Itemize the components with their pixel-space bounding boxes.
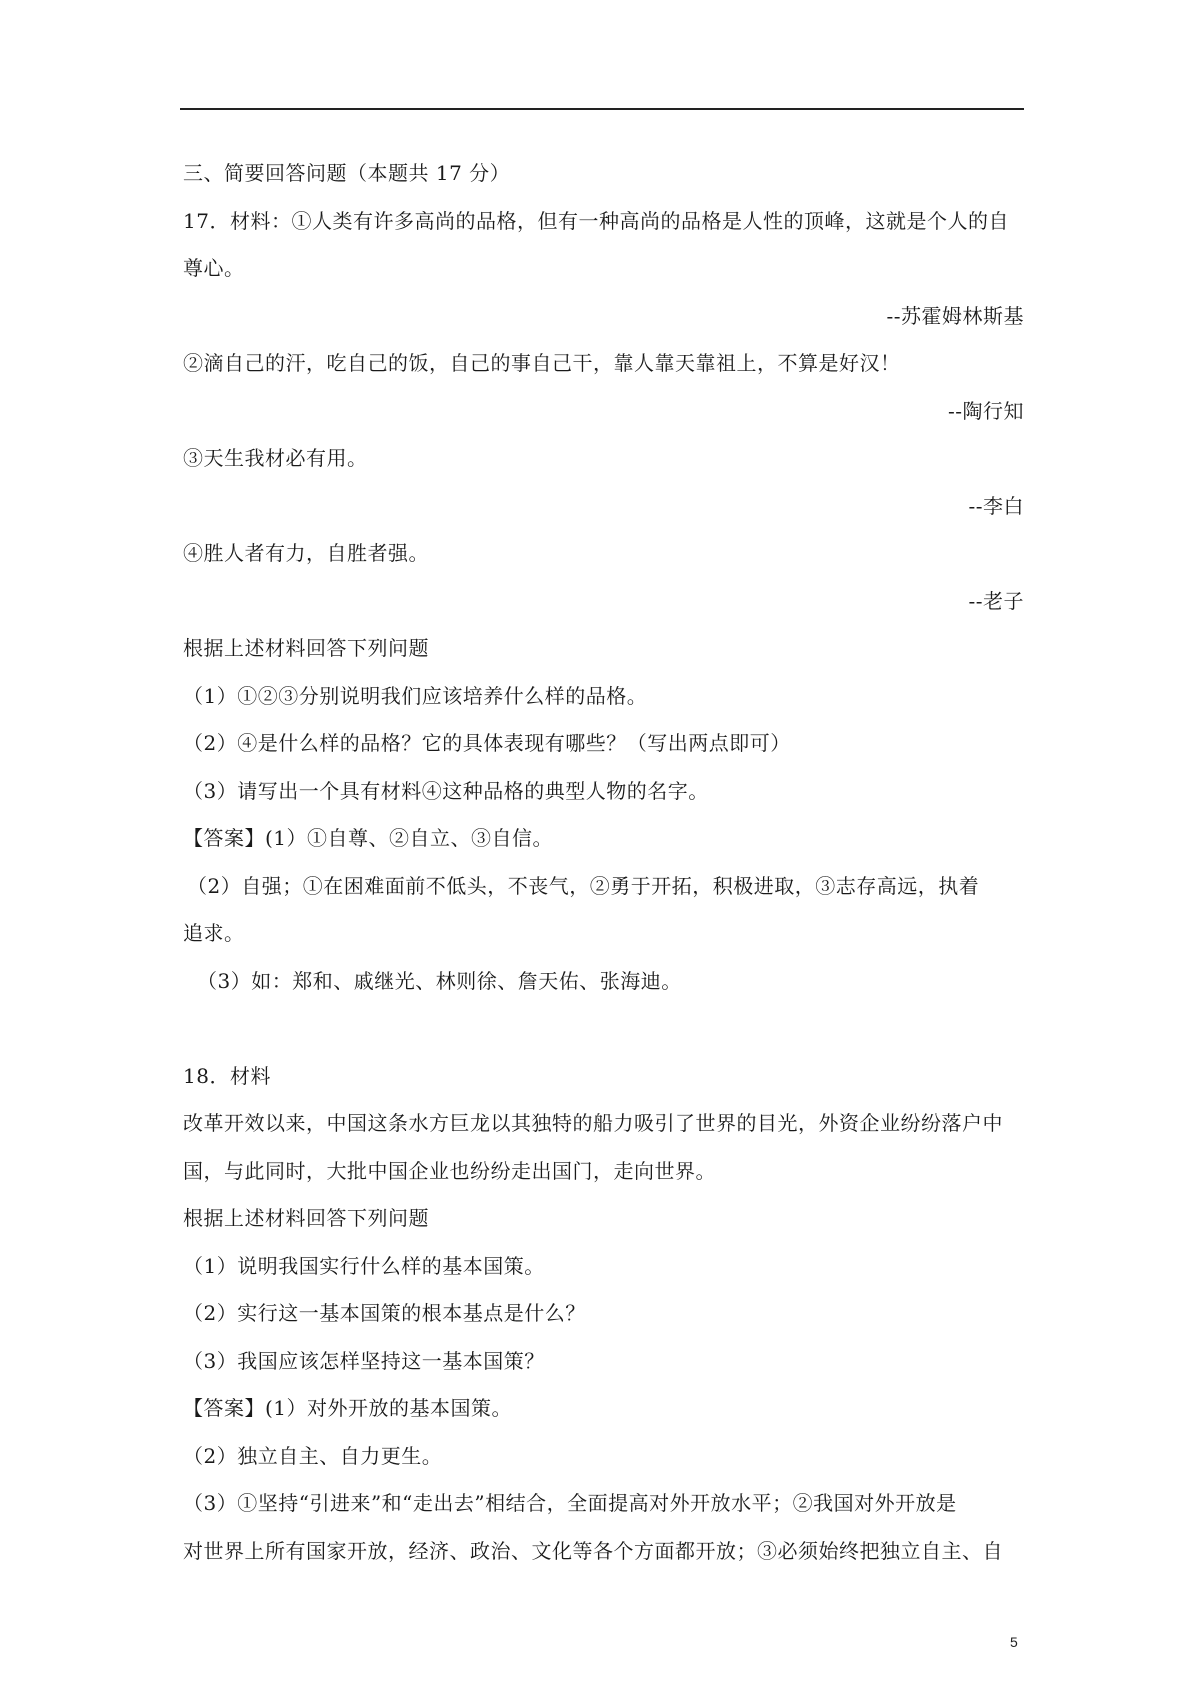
q18-sub-question-1: （1）说明我国实行什么样的基本国策。 — [183, 1253, 545, 1278]
q18-answer-3-cont: 对世界上所有国家开放，经济、政治、文化等各个方面都开放；③必须始终把独立自主、自 — [183, 1538, 1003, 1563]
page-content — [183, 150, 1024, 1575]
q17-intro: 17．材料：①人类有许多高尚的品格，但有一种高尚的品格是人性的顶峰，这就是个人的自 — [183, 208, 1009, 233]
q18-answer-2: （2）独立自主、自力更生。 — [183, 1443, 443, 1468]
q18-material-2: 国，与此同时，大批中国企业也纷纷走出国门，走向世界。 — [183, 1158, 716, 1183]
header-rule — [180, 108, 1024, 110]
q18-answer-3: （3）①坚持“引进来”和“走出去”相结合，全面提高对外开放水平；②我国对外开放是 — [183, 1491, 957, 1515]
q17-quote-4: ④胜人者有力，自胜者强。 — [183, 541, 429, 565]
q17-sub-question-2: （2）④是什么样的品格？它的具体表现有哪些？（写出两点即可） — [183, 731, 791, 755]
q17-sub-question-1: （1）①②③分别说明我们应该培养什么样的品格。 — [183, 683, 648, 708]
section-title: 三、简要回答问题（本题共 17 分） — [183, 161, 511, 185]
q17-attribution-3: --李白 — [968, 493, 1024, 518]
q17-quote-2: ②滴自己的汗，吃自己的饭，自己的事自己干，靠人靠天靠祖上，不算是好汉！ — [183, 351, 901, 375]
q17-sub-question-3: （3）请写出一个具有材料④这种品格的典型人物的名字。 — [183, 778, 709, 803]
q17-quote-3: ③天生我材必有用。 — [183, 446, 368, 470]
q18-sub-question-3: （3）我国应该怎样坚持这一基本国策？ — [183, 1348, 545, 1373]
spacer — [183, 1005, 1024, 1053]
q17-attribution-4: --老子 — [968, 588, 1024, 613]
q17-attribution-1: --苏霍姆林斯基 — [886, 303, 1024, 328]
q18-title: 18．材料 — [183, 1063, 271, 1088]
q17-answer-2-cont: 追求。 — [183, 921, 245, 945]
q17-answer-1: 【答案】(1）①自尊、②自立、③自信。 — [183, 826, 554, 850]
q18-prompt: 根据上述材料回答下列问题 — [183, 1206, 429, 1230]
q18-material-1: 改革开效以来，中国这条水方巨龙以其独特的船力吸引了世界的目光，外资企业纷纷落户中 — [183, 1111, 1003, 1135]
page-number: 5 — [1010, 1634, 1018, 1650]
q18-sub-question-2: （2）实行这一基本国策的根本基点是什么？ — [183, 1301, 586, 1325]
q17-attribution-2: --陶行知 — [947, 398, 1024, 423]
q17-intro-cont: 尊心。 — [183, 256, 245, 280]
q18-answer-1: 【答案】(1）对外开放的基本国策。 — [183, 1396, 513, 1420]
q17-prompt: 根据上述材料回答下列问题 — [183, 636, 429, 660]
q17-answer-2: （2）自强；①在困难面前不低头，不丧气，②勇于开拓，积极进取，③志存高远，执着 — [187, 873, 980, 898]
q17-answer-3: （3）如：郑和、戚继光、林则徐、詹天佑、张海迪。 — [197, 968, 682, 993]
